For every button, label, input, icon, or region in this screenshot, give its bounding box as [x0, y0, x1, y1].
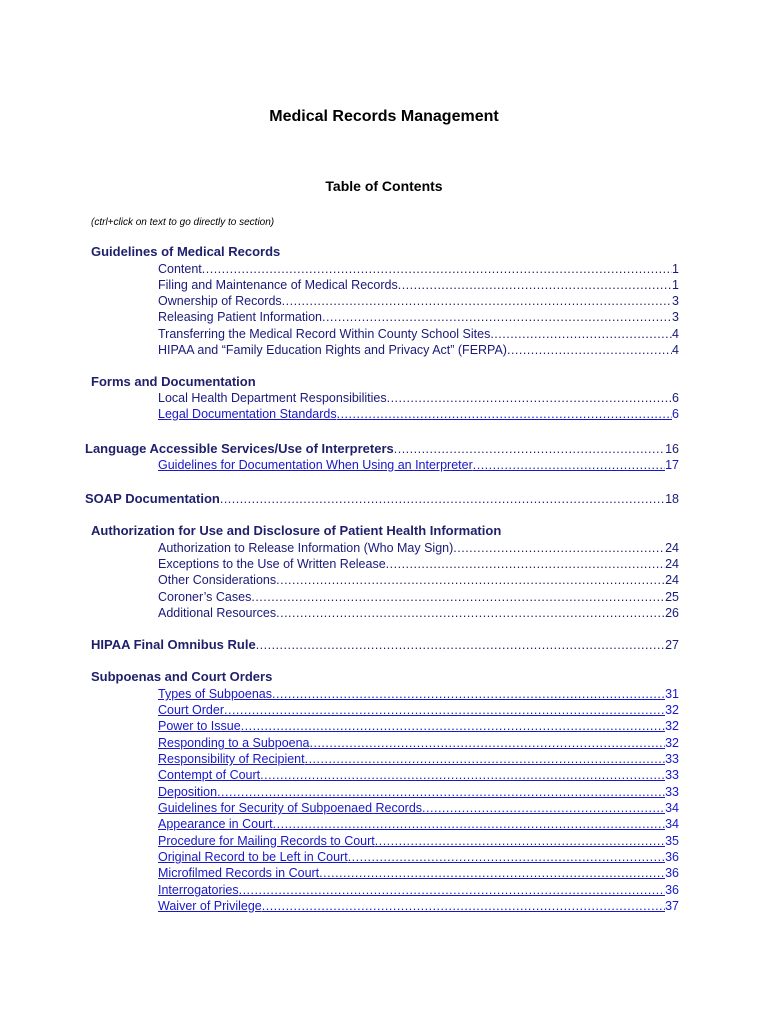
toc-entry-page: 6 [672, 391, 679, 405]
leader-dots [282, 293, 672, 309]
toc-entry-label: Guidelines for Security of Subpoenaed Records [158, 801, 423, 815]
toc-hint: (ctrl+click on text to go directly to section) [91, 217, 275, 228]
toc-entry-link[interactable] [158, 865, 679, 881]
leader-dots [319, 865, 665, 881]
toc-entry-page: 3 [672, 310, 679, 324]
section-heading-label: HIPAA Final Omnibus Rule [91, 637, 256, 652]
toc-entry-page: 25 [665, 590, 679, 604]
toc-entry-page: 36 [665, 866, 679, 880]
toc-entry[interactable] [158, 261, 679, 277]
leader-dots [217, 784, 665, 800]
toc-entry-link[interactable] [158, 686, 679, 702]
toc-entry[interactable] [158, 540, 679, 556]
leader-dots [394, 441, 665, 457]
toc-entry-link[interactable] [158, 800, 679, 816]
toc-entry-label: Types of Subpoenas [158, 687, 272, 701]
section-heading-hipaa[interactable] [91, 637, 679, 653]
toc-entry-page: 36 [665, 850, 679, 864]
leader-dots [398, 277, 672, 293]
toc-entry-page: 36 [665, 883, 679, 897]
toc-entry-label: Ownership of Records [158, 294, 282, 308]
leader-dots [422, 800, 665, 816]
toc-entry-label: Authorization to Release Information (Who May Sign) [158, 541, 454, 555]
toc-entry-page: 4 [672, 343, 679, 357]
toc-entry-page: 34 [665, 817, 679, 831]
section-heading-label: Language Accessible Services/Use of Interpreters [85, 441, 394, 456]
leader-dots [348, 849, 665, 865]
toc-entry[interactable] [158, 277, 679, 293]
toc-entry-page: 1 [672, 278, 679, 292]
toc-entry-page: 32 [665, 736, 679, 750]
toc-entry-label: Filing and Maintenance of Medical Records [158, 278, 398, 292]
toc-entry-page: 17 [665, 458, 679, 472]
section-heading-guidelines[interactable]: Guidelines of Medical Records [91, 244, 281, 259]
leader-dots [202, 261, 672, 277]
toc-entry-label: Content [158, 262, 202, 276]
section-heading-subpoenas[interactable]: Subpoenas and Court Orders [91, 669, 273, 684]
leader-dots [490, 326, 672, 342]
toc-entry-label: Local Health Department Responsibilities [158, 391, 387, 405]
toc-entry-link[interactable] [158, 849, 679, 865]
toc-entry[interactable] [158, 342, 679, 358]
toc-entry-label: Responsibility of Recipient [158, 752, 305, 766]
leader-dots [453, 540, 665, 556]
leader-dots [272, 686, 665, 702]
toc-title: Table of Contents [325, 178, 443, 194]
toc-entry-link[interactable] [158, 833, 679, 849]
toc-entry-page: 4 [672, 327, 679, 341]
leader-dots [241, 718, 665, 734]
leader-dots [220, 491, 665, 507]
toc-entry-link[interactable] [158, 898, 679, 914]
toc-entry-page: 33 [665, 785, 679, 799]
toc-entry-link[interactable] [158, 702, 679, 718]
toc-entry-page: 24 [665, 541, 679, 555]
toc-entry-page: 6 [672, 407, 679, 421]
toc-entry-label: Responding to a Subpoena [158, 736, 310, 750]
leader-dots [239, 882, 665, 898]
toc-entry-link[interactable] [158, 882, 679, 898]
toc-entry[interactable] [158, 605, 679, 621]
section-heading-label: SOAP Documentation [85, 491, 220, 506]
toc-entry-link[interactable] [158, 457, 679, 473]
toc-entry-page: 24 [665, 557, 679, 571]
toc-entry-label: Transferring the Medical Record Within County School Sites [158, 327, 491, 341]
toc-entry-page: 24 [665, 573, 679, 587]
leader-dots [322, 309, 672, 325]
toc-entry[interactable] [158, 293, 679, 309]
toc-entry-label: Procedure for Mailing Records to Court [158, 834, 375, 848]
toc-entry[interactable] [158, 589, 679, 605]
toc-entry-label: Waiver of Privilege [158, 899, 262, 913]
leader-dots [276, 605, 665, 621]
toc-entry-page: 33 [665, 768, 679, 782]
toc-entry-link[interactable] [158, 816, 679, 832]
toc-entry-label: Other Considerations [158, 573, 277, 587]
section-heading-forms[interactable]: Forms and Documentation [91, 374, 256, 389]
toc-entry-label: Additional Resources [158, 606, 277, 620]
leader-dots [386, 556, 665, 572]
toc-entry-label: Interrogatories [158, 883, 239, 897]
leader-dots [305, 751, 665, 767]
toc-entry-label: Legal Documentation Standards [158, 407, 337, 421]
toc-entry-label: Releasing Patient Information [158, 310, 322, 324]
document-title: Medical Records Management [269, 108, 499, 125]
toc-entry-label: Appearance in Court [158, 817, 273, 831]
section-heading-language[interactable] [85, 441, 679, 457]
section-heading-soap[interactable] [85, 491, 679, 507]
leader-dots [276, 572, 665, 588]
toc-entry-label: Exceptions to the Use of Written Release [158, 557, 386, 571]
toc-entry[interactable] [158, 309, 679, 325]
toc-entry-link[interactable] [158, 718, 679, 734]
leader-dots [507, 342, 672, 358]
leader-dots [273, 816, 665, 832]
leader-dots [224, 702, 665, 718]
toc-entry-label: Court Order [158, 703, 224, 717]
section-heading-authorization[interactable]: Authorization for Use and Disclosure of Patient Health Information [91, 523, 502, 538]
toc-entry-page: 1 [672, 262, 679, 276]
leader-dots [256, 637, 665, 653]
toc-entry-page: 3 [672, 294, 679, 308]
toc-entry-label: Microfilmed Records in Court [158, 866, 320, 880]
leader-dots [251, 589, 665, 605]
toc-entry-label: HIPAA and “Family Education Rights and Privacy Act” (FERPA) [158, 343, 507, 357]
toc-entry-link[interactable] [158, 406, 679, 422]
toc-entry-page: 32 [665, 703, 679, 717]
toc-entry[interactable] [158, 556, 679, 572]
toc-entry-label: Original Record to be Left in Court [158, 850, 348, 864]
toc-entry-page: 33 [665, 752, 679, 766]
toc-entry-page: 32 [665, 719, 679, 733]
toc-entry-page: 34 [665, 801, 679, 815]
leader-dots [262, 898, 665, 914]
toc-entry-label: Guidelines for Documentation When Using an Interpreter [158, 458, 473, 472]
leader-dots [337, 406, 672, 422]
toc-entry-label: Contempt of Court [158, 768, 261, 782]
leader-dots [387, 390, 672, 406]
toc-entry[interactable] [158, 326, 679, 342]
leader-dots [260, 767, 665, 783]
toc-entry-label: Power to Issue [158, 719, 241, 733]
leader-dots [310, 735, 666, 751]
toc-entry-link[interactable] [158, 735, 679, 751]
toc-entry-label: Coroner’s Cases [158, 590, 252, 604]
toc-entry-page: 26 [665, 606, 679, 620]
toc-entry-link[interactable] [158, 784, 679, 800]
toc-entry-page: 31 [665, 687, 679, 701]
toc-entry-page: 35 [665, 834, 679, 848]
section-heading-page: 16 [665, 442, 679, 456]
toc-entry-link[interactable] [158, 751, 679, 767]
toc-entry[interactable] [158, 390, 679, 406]
leader-dots [375, 833, 665, 849]
section-heading-page: 27 [665, 638, 679, 652]
section-heading-page: 18 [665, 492, 679, 506]
toc-entry[interactable] [158, 572, 679, 588]
toc-entry-link[interactable] [158, 767, 679, 783]
leader-dots [473, 457, 665, 473]
toc-entry-page: 37 [665, 899, 679, 913]
toc-entry-label: Deposition [158, 785, 218, 799]
